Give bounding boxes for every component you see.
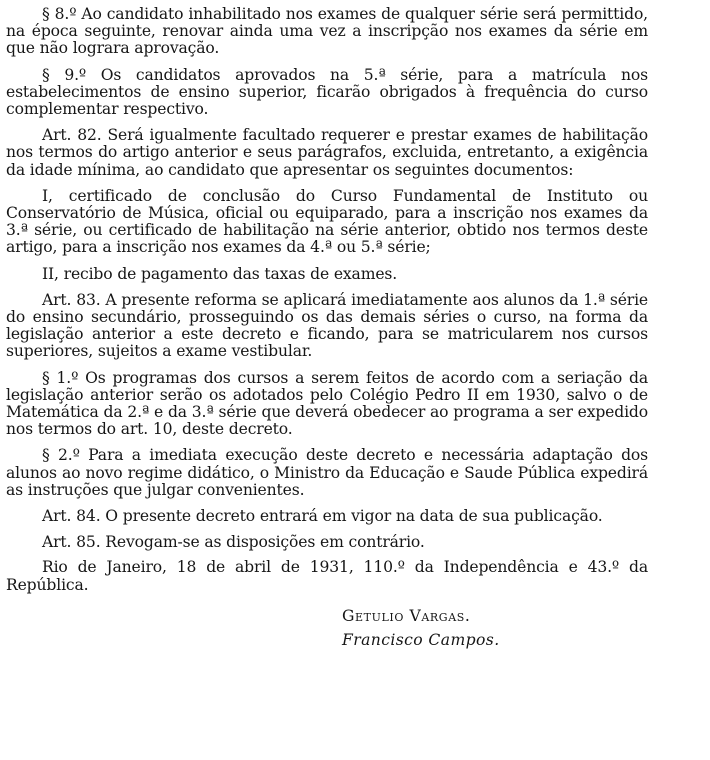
decree-page: [6, 6, 648, 652]
paragraph-date-line: Rio de Janeiro, 18 de abril de 1931, 110.º da Independência e 43.º da República.: [6, 558, 648, 594]
paragraph-item-1: I, certificado de conclusão do Curso Fundamental de Instituto ou Conservatório de Música, oficial ou equiparado, para a inscrição nos exames da 3.ª série, ou certificado de habilitação na série anterior, obtido nos termos deste artigo, para a inscrição nos exames da 4.ª ou 5.ª série;: [6, 186, 648, 257]
paragraph-section-8: § 8.º Ao candidato inhabilitado nos exames de qualquer série será permittido, na época seguinte, renovar ainda uma vez a inscripção nos exames da série em que não lograra aprovação.: [6, 5, 648, 58]
paragraph-article-83-section-2: § 2.º Para a imediata execução deste decreto e necessária adaptação dos alunos ao novo regime didático, o Ministro da Educação e Saude Pública expedirá as instruções que julgar convenientes.: [6, 446, 648, 499]
paragraph-article-83-section-1: § 1.º Os programas dos cursos a serem feitos de acordo com a seriação da legislação anterior serão os adotados pelo Colégio Pedro II em 1930, salvo o de Matemática da 2.ª e da 3.ª série que deverá obedecer ao programa a ser expedido nos termos do art. 10, deste decreto.: [6, 368, 648, 439]
paragraph-article-82: Art. 82. Será igualmente facultado requerer e prestar exames de habilitação nos termos do artigo anterior e seus parágrafos, excluida, entretanto, a exigência da idade mínima, ao candidato que apresentar os seguintes documentos:: [6, 126, 648, 179]
signature-block: [6, 604, 648, 652]
paragraph-section-9: § 9.º Os candidatos aprovados na 5.ª série, para a matrícula nos estabelecimentos de ensino superior, ficarão obrigados à frequência do curso complementar respectivo.: [6, 65, 648, 119]
paragraph-article-83: Art. 83. A presente reforma se aplicará imediatamente aos alunos da 1.ª série do ensino secundário, prosseguindo os das demais séries o curso, na forma da legislação anterior a este decreto e ficando, para se matricularem nos cursos superiores, sujeitos a exame vestibular.: [6, 290, 648, 361]
signature-francisco-campos: Francisco Campos.: [342, 630, 500, 649]
paragraph-article-85: Art. 85. Revogam-se as disposições em contrário.: [42, 533, 425, 552]
paragraph-item-2: II, recibo de pagamento das taxas de exames.: [42, 264, 398, 283]
signature-getulio-vargas: Getulio Vargas.: [342, 606, 471, 625]
paragraph-article-84: Art. 84. O presente decreto entrará em vigor na data de sua publicação.: [42, 507, 603, 526]
